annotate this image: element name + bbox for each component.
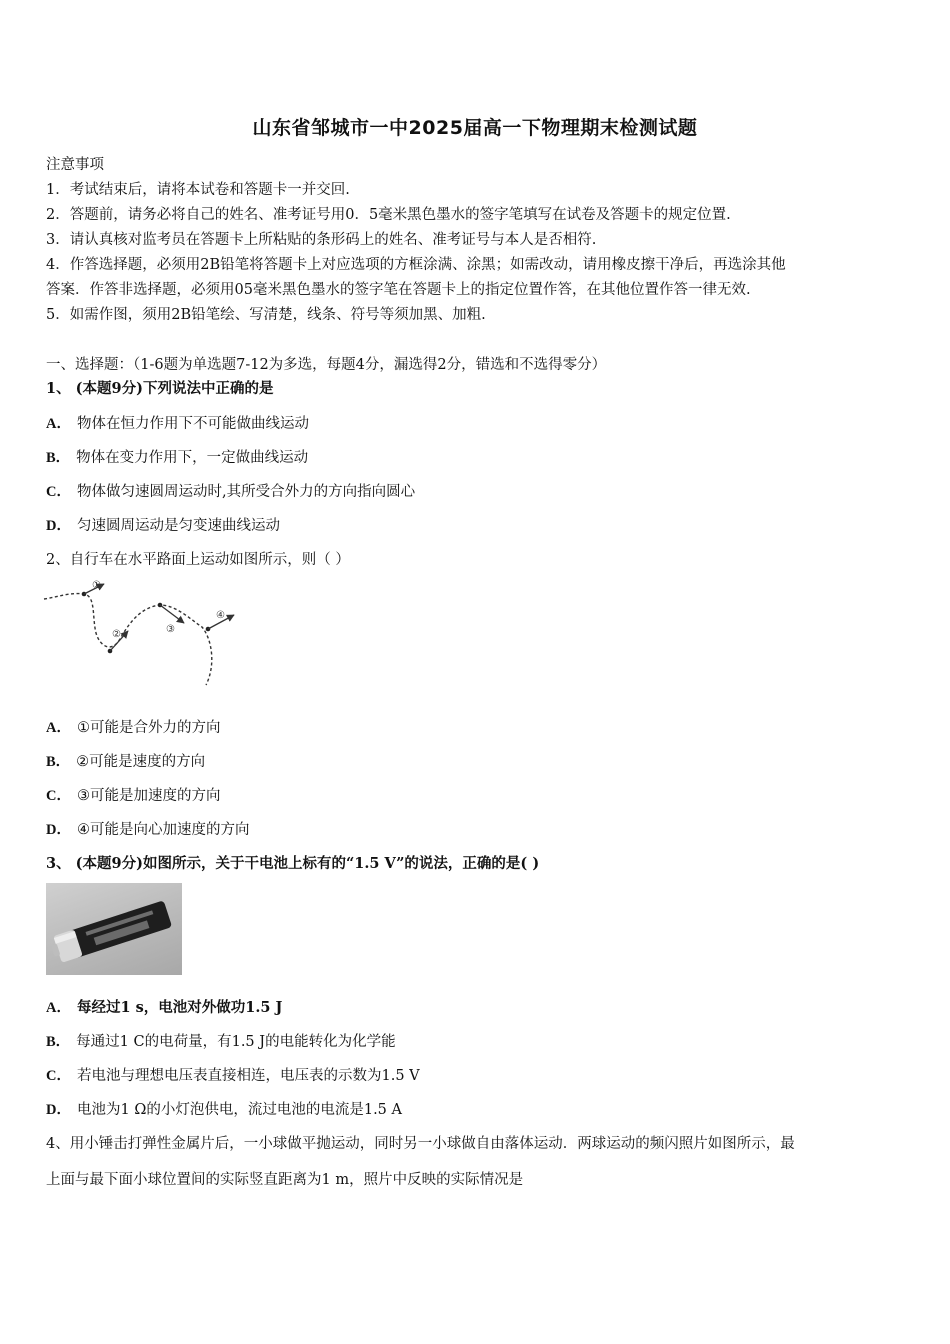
q2-option-d: D． ④可能是向心加速度的方向: [46, 822, 250, 838]
q1-stem: 1、 (本题9分)下列说法中正确的是: [46, 380, 274, 397]
battery-photo: [46, 883, 182, 975]
label-2: ②: [112, 629, 121, 640]
label-3: ③: [166, 624, 175, 635]
notice-item-4: 4．作答选择题，必须用2B铅笔将答题卡上对应选项的方框涂满、涂黑；如需改动，请用橡皮擦干净后，再选涂其他: [46, 257, 786, 273]
q1-option-c: C． 物体做匀速圆周运动时,其所受合外力的方向指向圆心: [46, 484, 416, 500]
label-1: ①: [92, 580, 101, 591]
q2-option-b: B． ②可能是速度的方向: [46, 754, 206, 770]
q2-option-c: C． ③可能是加速度的方向: [46, 788, 221, 804]
q1-option-d: D． 匀速圆周运动是匀变速曲线运动: [46, 518, 280, 534]
notice-item-5: 5．如需作图，须用2B铅笔绘、写清楚，线条、符号等须加黑、加粗.: [46, 307, 486, 323]
section-heading: 一、选择题：（1-6题为单选题7-12为多选，每题4分，漏选得2分，错选和不选得零分）: [46, 357, 607, 373]
q1-option-a: A． 物体在恒力作用下不可能做曲线运动: [46, 416, 309, 432]
arrow-3: [160, 605, 184, 623]
q4-line-2: 上面与最下面小球位置间的实际竖直距离为1 m，照片中反映的实际情况是: [46, 1172, 524, 1188]
q1-option-b: B． 物体在变力作用下，一定做曲线运动: [46, 450, 309, 466]
battery-image: [46, 883, 182, 975]
notice-item-3: 3．请认真核对监考员在答题卡上所粘贴的条形码上的姓名、准考证号与本人是否相符.: [46, 232, 597, 248]
bicycle-path-figure: [40, 575, 250, 690]
page-title: 山东省邹城市一中2025届高一下物理期末检测试题: [252, 117, 698, 139]
q2-option-a: A． ①可能是合外力的方向: [46, 720, 221, 736]
label-4: ④: [216, 610, 225, 621]
motion-path: [44, 594, 212, 685]
q2-stem: 2、自行车在水平路面上运动如图所示，则（ ）: [46, 552, 350, 568]
notice-item-4-cont: 答案．作答非选择题，必须用05毫米黑色墨水的签字笔在答题卡上的指定位置作答，在其他位置作答一律无效.: [46, 282, 751, 298]
notice-heading: 注意事项: [46, 157, 104, 173]
q4-line-1: 4、用小锤击打弹性金属片后，一小球做平抛运动，同时另一小球做自由落体运动．两球运动的频闪照片如图所示，最: [46, 1136, 795, 1152]
q3-option-a: A． 每经过1 s，电池对外做功1.5 J: [46, 999, 283, 1016]
q3-stem: 3、 (本题9分)如图所示，关于干电池上标有的“1.5 V”的说法，正确的是( ): [46, 855, 540, 872]
q3-option-d: D． 电池为1 Ω的小灯泡供电，流过电池的电流是1.5 A: [46, 1102, 402, 1118]
notice-item-1: 1．考试结束后，请将本试卷和答题卡一并交回.: [46, 182, 350, 198]
notice-item-2: 2．答题前，请务必将自己的姓名、准考证号用0．5毫米黑色墨水的签字笔填写在试卷及答题卡的规定位置.: [46, 207, 731, 223]
q3-option-b: B． 每通过1 C的电荷量，有1.5 J的电能转化为化学能: [46, 1034, 396, 1050]
q3-option-c: C． 若电池与理想电压表直接相连，电压表的示数为1.5 V: [46, 1068, 420, 1084]
